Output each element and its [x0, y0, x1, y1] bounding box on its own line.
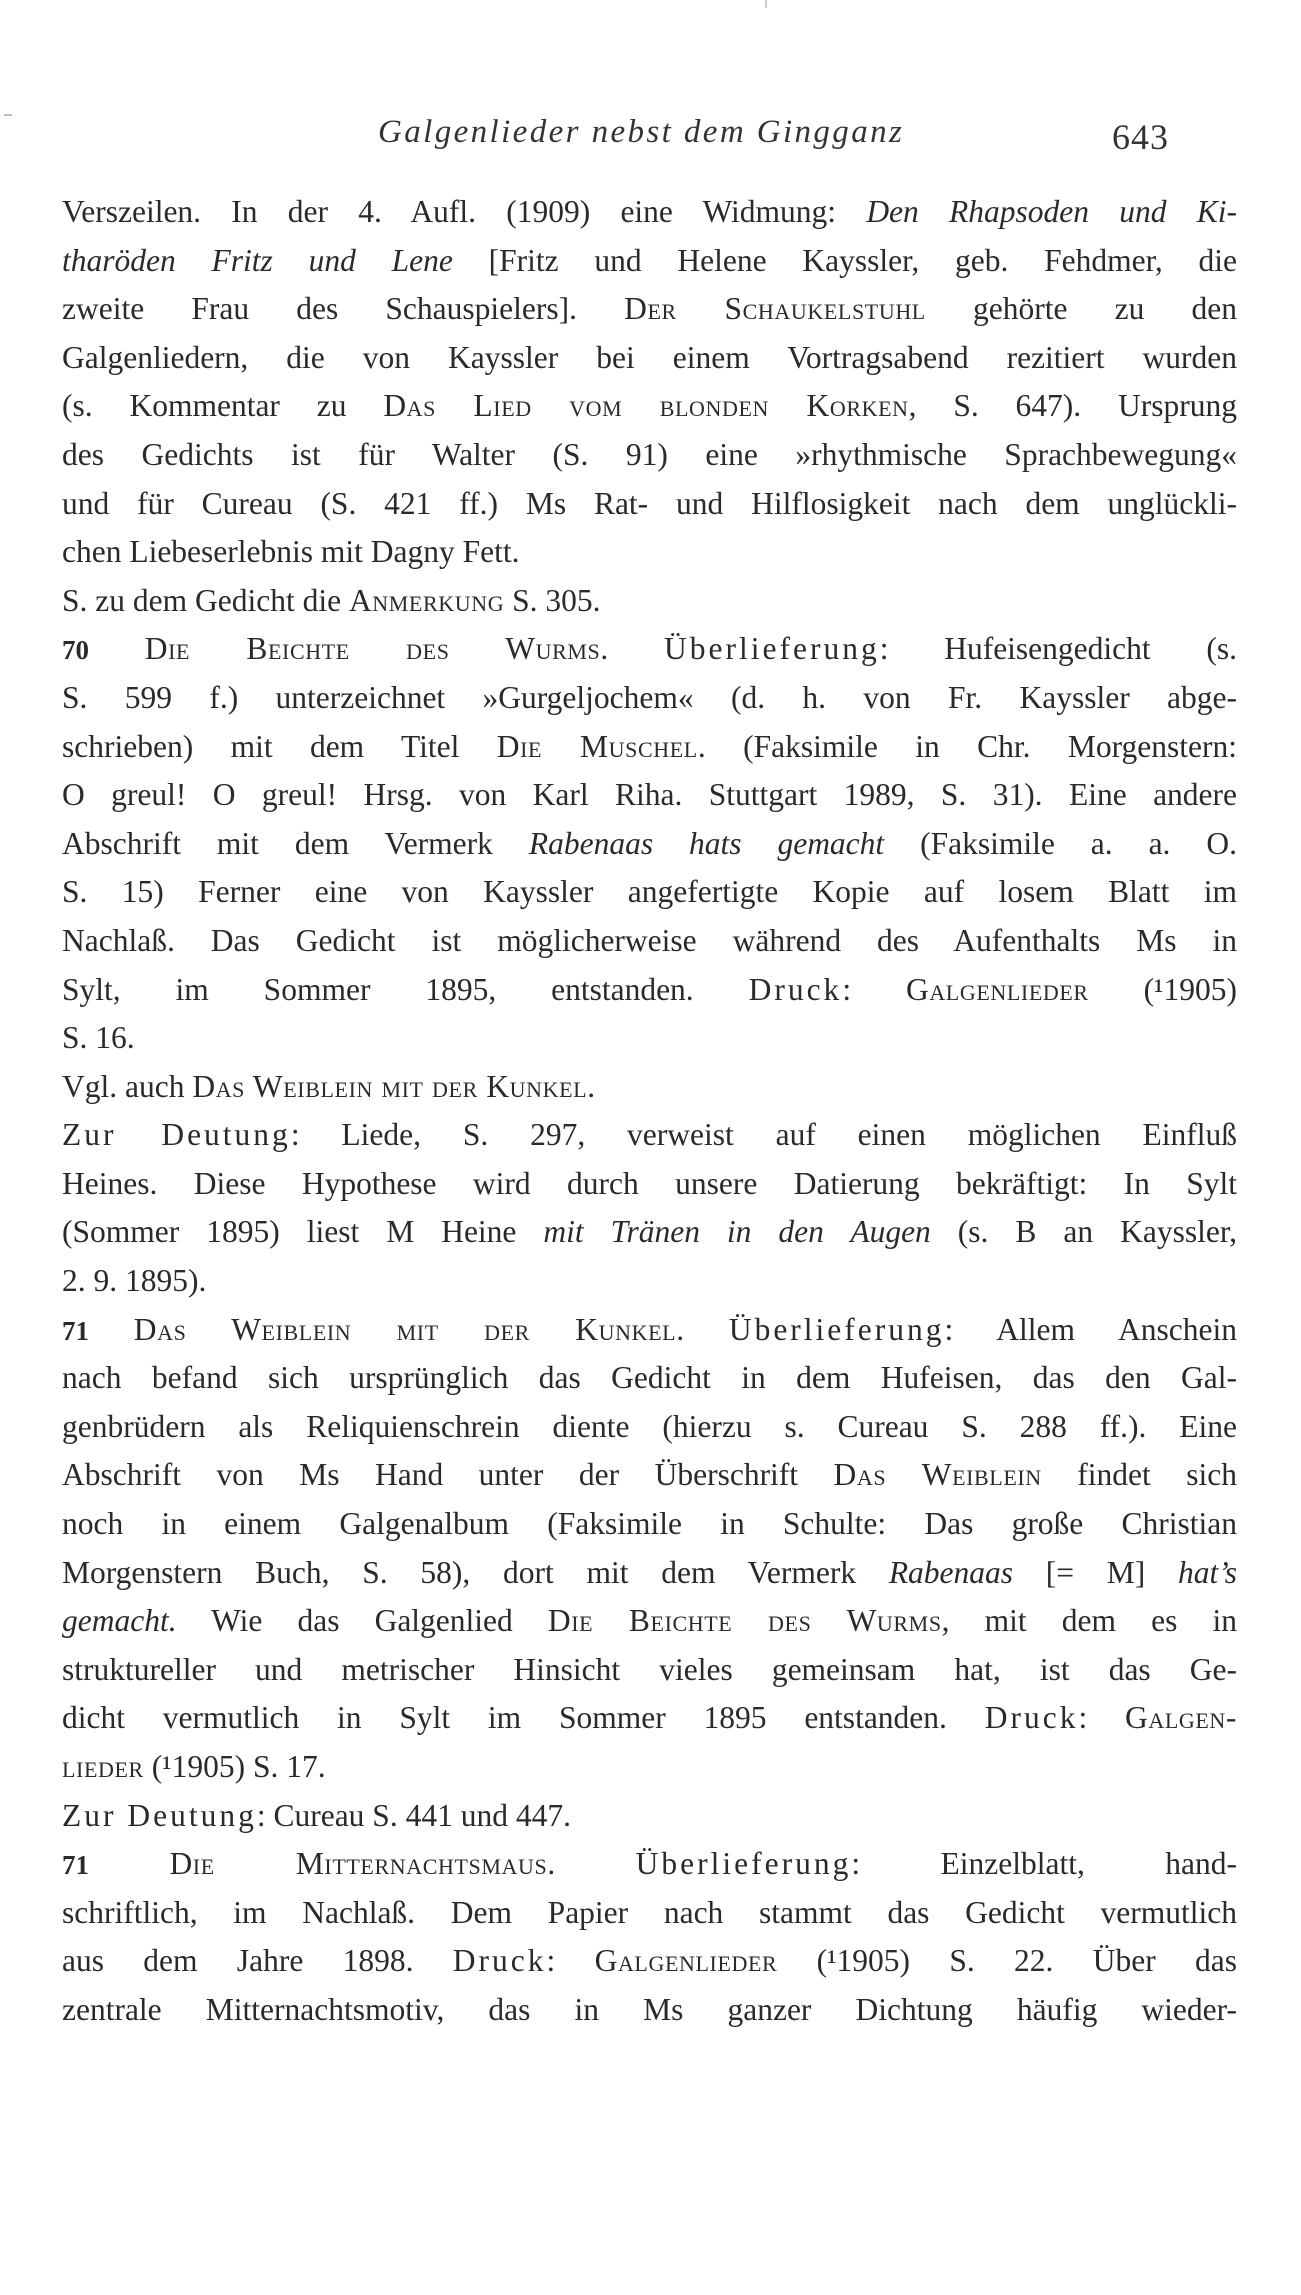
text-line [62, 1208, 1237, 1257]
text-line [62, 480, 1237, 529]
text-run: . [587, 1068, 596, 1104]
text-line [62, 1257, 1237, 1306]
text-line [62, 1403, 1237, 1452]
small-caps-title: Das Weiblein [833, 1457, 1042, 1493]
text-run: Abschrift von Ms Hand unter der Überschrift [62, 1457, 834, 1493]
text-run: [Fritz und Helene Kayssler, geb. Fehdmer, die [452, 242, 1237, 278]
text-run: Vgl. auch [62, 1068, 193, 1104]
italic-title: mit Tränen in den Augen [543, 1214, 931, 1250]
italic-title: hat’s [1178, 1554, 1237, 1590]
text-run: [= M] [1013, 1554, 1179, 1590]
italic-title: Den Rhapsoden und Ki- [866, 194, 1237, 229]
text-run: . [676, 1311, 729, 1347]
text-run: nach befand sich ursprünglich das Gedicht in dem Hufeisen, das den Gal- [62, 1360, 1237, 1396]
text-line [62, 1549, 1237, 1598]
text-line [62, 1597, 1237, 1646]
entry-number: 70 [62, 635, 89, 666]
text-line [62, 1160, 1237, 1209]
text-run: : [842, 971, 906, 1007]
text-line [62, 674, 1237, 723]
text-run: : Hufeisengedicht (s. [879, 631, 1237, 667]
text-run: des Gedichts ist für Walter (S. 91) eine »rhythmische Sprachbewegung« [62, 436, 1237, 472]
small-caps-title: Die Beichte des Wurms [144, 631, 601, 667]
spaced-label: Überlieferung [635, 1846, 852, 1882]
text-line [62, 1840, 1237, 1889]
text-line [62, 771, 1237, 820]
text-line [62, 577, 1237, 626]
text-run: und für Cureau (S. 421 ff.) Ms Rat- und Hilflosigkeit nach dem unglückli- [62, 485, 1237, 521]
text-line [62, 1986, 1237, 2035]
text-run [89, 631, 145, 666]
text-run: : [1078, 1700, 1126, 1736]
small-caps-title: Galgenlieder [594, 1943, 778, 1979]
text-run: zentrale Mitternachtsmotiv, das in Ms ganzer Dichtung häufig wieder- [62, 1991, 1237, 2027]
text-line [62, 528, 1237, 577]
spaced-label: Druck [452, 1943, 547, 1979]
text-line [62, 966, 1237, 1015]
text-line [62, 431, 1237, 480]
text-run [89, 1312, 134, 1347]
text-line [62, 237, 1237, 286]
text-line [62, 1743, 1237, 1792]
text-run: (s. B an Kayssler, [930, 1214, 1237, 1250]
text-run: (Sommer 1895) liest M Heine [62, 1214, 544, 1250]
text-line [62, 1889, 1237, 1938]
spaced-label: Druck [984, 1700, 1079, 1736]
small-caps-title: Die Beichte des Wurms [547, 1603, 942, 1639]
text-line [62, 1111, 1237, 1160]
text-run: Galgenliedern, die von Kayssler bei einem Vortragsabend rezitiert wurden [62, 339, 1237, 375]
text-run: aus dem Jahre 1898. [62, 1943, 453, 1979]
page-number: 643 [1112, 117, 1169, 157]
small-caps-title: Die Mitternachtsmaus [169, 1846, 548, 1882]
commentary-text [62, 188, 1237, 2035]
text-line [62, 1014, 1237, 1063]
italic-title: tharöden Fritz und Lene [62, 242, 453, 278]
text-run: noch in einem Galgenalbum (Faksimile in Schulte: Das große Christian [62, 1506, 1237, 1542]
text-run: Nachlaß. Das Gedicht ist möglicherweise während des Aufenthalts Ms in [62, 922, 1237, 958]
text-run: . [547, 1846, 636, 1882]
text-run: : Liede, S. 297, verweist auf einen möglichen Einfluß [290, 1117, 1237, 1153]
small-caps-title: Das Weiblein mit der Kunkel [192, 1068, 588, 1104]
text-line [62, 382, 1237, 431]
text-line [62, 1063, 1237, 1112]
text-run: Morgenstern Buch, S. 58), dort mit dem Vermerk [62, 1554, 889, 1590]
spaced-label: Zur Deutung [62, 1797, 257, 1833]
text-run: Sylt, im Sommer 1895, entstanden. [62, 971, 749, 1007]
text-line [62, 1694, 1237, 1743]
text-run: Heines. Diese Hypothese wird durch unsere Datierung bekräftigt: In Sylt [62, 1165, 1237, 1201]
text-run: , mit dem es in [941, 1603, 1237, 1639]
text-run: S. 16. [62, 1020, 135, 1056]
text-run: genbrüdern als Reliquienschrein diente (hierzu s. Cureau S. 288 ff.). Eine [62, 1408, 1237, 1444]
spaced-label: Überlieferung [728, 1311, 945, 1347]
text-line [62, 820, 1237, 869]
text-line [62, 1646, 1237, 1695]
text-run: gehörte zu den [925, 291, 1237, 327]
text-run: dicht vermutlich in Sylt im Sommer 1895 entstanden. [62, 1700, 985, 1736]
text-run: Wie das Galgenlied [176, 1603, 548, 1639]
entry-number: 71 [62, 1850, 89, 1881]
text-run: findet sich [1041, 1457, 1238, 1493]
text-run: : Einzelblatt, hand- [851, 1846, 1238, 1882]
text-run: Abschrift mit dem Vermerk [62, 825, 529, 861]
text-run [89, 1846, 169, 1881]
text-line [62, 625, 1237, 674]
italic-title: gemacht. [62, 1603, 177, 1639]
small-caps-title: Anmerkung [348, 582, 505, 618]
spaced-label: Zur Deutung [62, 1117, 291, 1153]
running-title: Galgenlieder nebst dem Gingganz [378, 114, 905, 150]
text-line [62, 1792, 1237, 1841]
text-run: (¹1905) S. 17. [143, 1749, 326, 1784]
text-line [62, 334, 1237, 383]
text-run: . (Faksimile in Chr. Morgenstern: [697, 728, 1237, 764]
small-caps-title: Das Weiblein mit der Kunkel [133, 1311, 677, 1347]
text-line [62, 723, 1237, 772]
text-run: 2. 9. 1895). [62, 1263, 207, 1299]
spaced-label: Druck [748, 971, 843, 1007]
text-run: : Cureau S. 441 und 447. [256, 1797, 571, 1833]
text-run: schriftlich, im Nachlaß. Dem Papier nach stammt das Gedicht vermutlich [62, 1894, 1237, 1930]
small-caps-title: lieder [62, 1749, 144, 1784]
text-run: Verszeilen. In der 4. Aufl. (1909) eine Widmung: [62, 194, 867, 229]
page-header [0, 108, 1301, 158]
small-caps-title: Galgenlieder [905, 971, 1089, 1007]
text-line [62, 917, 1237, 966]
small-caps-title: Der Schaukelstuhl [624, 291, 926, 327]
text-run: (¹1905) S. 22. Über das [777, 1943, 1237, 1979]
text-run: S. 15) Ferner eine von Kayssler angefertigte Kopie auf losem Blatt im [62, 874, 1237, 910]
text-run: zweite Frau des Schauspielers]. [62, 291, 625, 327]
text-line [62, 285, 1237, 334]
text-line [62, 1500, 1237, 1549]
text-line [62, 1306, 1237, 1355]
text-run: chen Liebeserlebnis mit Dagny Fett. [62, 534, 520, 570]
text-run: (¹1905) [1088, 971, 1237, 1007]
text-line [62, 1354, 1237, 1403]
text-run: S. 305. [504, 582, 601, 618]
scan-mark [765, 0, 767, 8]
spaced-label: Überlieferung [664, 631, 880, 667]
text-run: S. zu dem Gedicht die [62, 582, 349, 618]
text-run: O greul! O greul! Hrsg. von Karl Riha. Stuttgart 1989, S. 31). Eine andere [62, 777, 1237, 813]
text-run: : [546, 1943, 595, 1979]
entry-number: 71 [62, 1315, 89, 1346]
text-run: S. 599 f.) unterzeichnet »Gurgeljochem« (d. h. von Fr. Kayssler abge- [62, 679, 1237, 715]
text-run: : Allem Anschein [944, 1311, 1238, 1347]
text-line [62, 1451, 1237, 1500]
italic-title: Rabenaas hats gemacht [528, 825, 885, 861]
text-run: . [600, 631, 665, 667]
text-run: schrieben) mit dem Titel [62, 728, 497, 764]
text-run: (s. Kommentar zu [62, 388, 384, 424]
text-run: , S. 647). Ursprung [908, 388, 1237, 424]
text-line [62, 868, 1237, 917]
small-caps-title: Das Lied vom blonden Korken [383, 388, 909, 424]
small-caps-title: Galgen- [1125, 1700, 1237, 1736]
small-caps-title: Die Muschel [496, 728, 698, 764]
text-line [62, 1937, 1237, 1986]
text-run: (Faksimile a. a. O. [884, 825, 1237, 861]
text-run: struktureller und metrischer Hinsicht vieles gemeinsam hat, ist das Ge- [62, 1651, 1237, 1687]
text-line [62, 188, 1237, 237]
italic-title: Rabenaas [888, 1554, 1014, 1590]
